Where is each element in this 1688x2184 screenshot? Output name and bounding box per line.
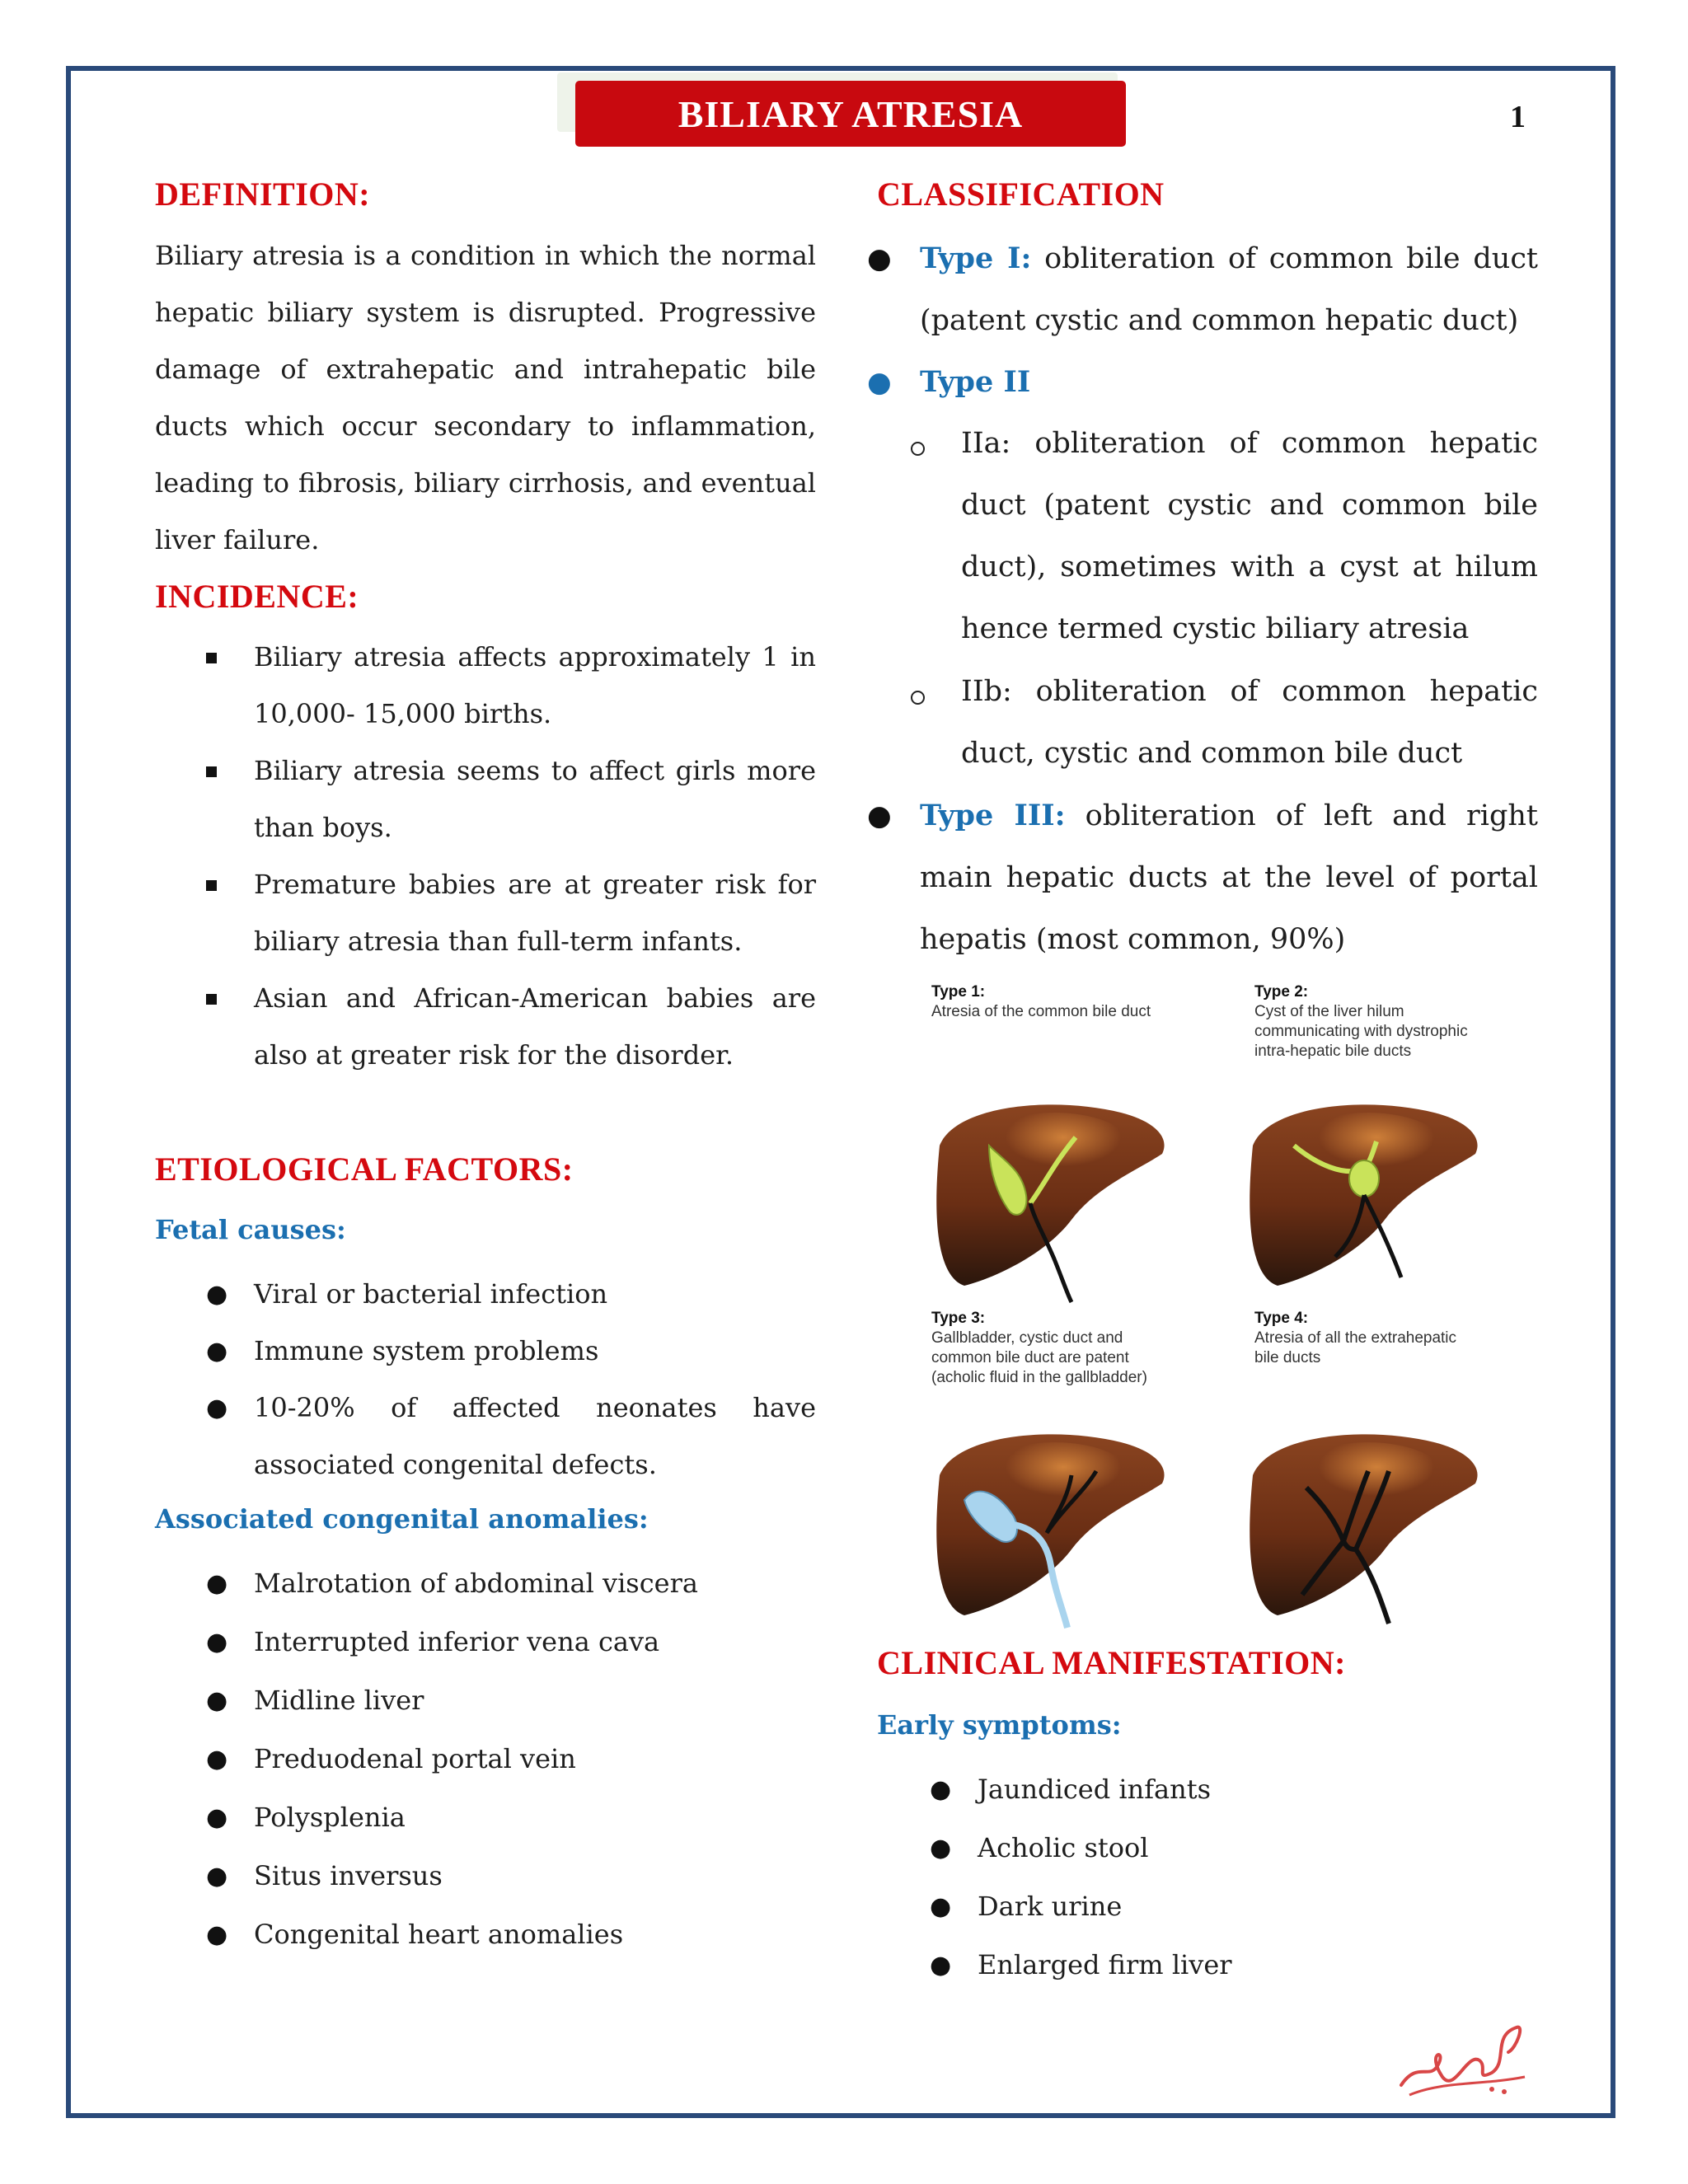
list-item: ● 10-20% of affected neonates have associated congenital defects. (254, 1380, 816, 1493)
diagram-caption-type2: Type 2: Cyst of the liver hilum communicating with dystrophic intra-hepatic bile ducts (1254, 983, 1468, 1060)
list-item: ● Dark urine (978, 1877, 1538, 1936)
bullet-icon: ● (206, 1569, 228, 1598)
bullet-icon: ● (206, 1745, 228, 1774)
diagram-caption-type1: Type 1: Atresia of the common bile duct (931, 983, 1151, 1020)
diagram-caption-type3: Type 3: Gallbladder, cystic duct and common bile duct are patent (acholic fluid in the gallbladder) (931, 1310, 1147, 1386)
list-item: ● Preduodenal portal vein (254, 1730, 816, 1788)
page-title: BILIARY ATRESIA (575, 81, 1126, 147)
type2-item: Type II (920, 365, 1031, 399)
list-item: ● Polysplenia (254, 1788, 816, 1847)
list-item: ● Acholic stool (978, 1819, 1538, 1877)
liver-type3-image (936, 1434, 1164, 1628)
bullet-icon: ● (930, 1892, 952, 1921)
list-item: ● Jaundiced infants (978, 1760, 1538, 1819)
list-item: ● Immune system problems (254, 1323, 816, 1380)
bullet-icon: ● (206, 1920, 228, 1949)
bullet-icon: ● (930, 1834, 952, 1863)
bullet-icon: ● (206, 1686, 228, 1715)
diagram-caption-type4: Type 4: Atresia of all the extrahepatic bile ducts (1254, 1310, 1457, 1366)
liver-illustrations (907, 964, 1541, 1640)
definition-text: Biliary atresia is a condition in which the normal hepatic biliary system is disrupted. Progressive damage of extrahepatic and intrahepatic bile ducts which occur secondary to inflammation, leading to fibrosis, biliary cirrhosis, and eventual liver failure. (155, 240, 816, 555)
circle-bullet-icon (911, 691, 925, 705)
type2b-item: IIb: obliteration of common hepatic duct, cystic and common bile duct (961, 675, 1538, 770)
bullet-icon: ● (867, 366, 892, 399)
bullet-icon: ● (206, 1628, 228, 1657)
bullet-icon: ● (206, 1803, 228, 1832)
liver-type2-image (1250, 1104, 1477, 1286)
early-symptoms-list (930, 1760, 1538, 1994)
type1-item: Type I: obliteration of common bile duct (patent cystic and common hepatic duct) (920, 241, 1538, 337)
list-item: Premature babies are at greater risk for biliary atresia than full-term infants. (254, 856, 816, 970)
liver-type1-image (936, 1104, 1164, 1302)
incidence-heading: INCIDENCE: (155, 578, 359, 615)
bullet-icon: ● (206, 1280, 228, 1309)
fetal-causes-heading: Fetal causes: (155, 1214, 346, 1245)
anomalies-heading: Associated congenital anomalies: (155, 1503, 649, 1535)
biliary-atresia-types-diagram (907, 964, 1541, 1640)
list-item: ● Midline liver (254, 1671, 816, 1730)
list-item: ● Viral or bacterial infection (254, 1266, 816, 1323)
list-item: ● Enlarged firm liver (978, 1936, 1538, 1994)
fetal-causes-list (206, 1266, 816, 1493)
square-bullet-icon (206, 994, 217, 1005)
type3-item: Type III: obliteration of left and right main hepatic ducts at the level of portal hepatis (most common, 90%) (920, 799, 1538, 956)
square-bullet-icon (206, 653, 217, 663)
circle-bullet-icon (911, 442, 925, 456)
anomalies-list (206, 1554, 816, 1964)
bullet-icon: ● (206, 1862, 228, 1891)
list-item: ● Interrupted inferior vena cava (254, 1613, 816, 1671)
page-number: 1 (1510, 100, 1526, 134)
incidence-list (254, 629, 816, 1084)
bullet-icon: ● (206, 1394, 228, 1422)
bullet-icon: ● (930, 1951, 952, 1980)
list-item: ● Situs inversus (254, 1847, 816, 1905)
bullet-icon: ● (930, 1775, 952, 1804)
liver-type4-image (1250, 1434, 1477, 1624)
bullet-icon: ● (206, 1337, 228, 1366)
type2a-item: IIa: obliteration of common hepatic duct (patent cystic and common bile duct), sometimes with a cyst at hilum hence termed cystic biliary atresia (961, 427, 1538, 645)
bullet-icon: ● (867, 799, 892, 832)
classification-heading: CLASSIFICATION (877, 176, 1165, 213)
square-bullet-icon (206, 766, 217, 777)
list-item: Biliary atresia affects approximately 1 in 10,000- 15,000 births. (254, 629, 816, 743)
early-symptoms-heading: Early symptoms: (877, 1709, 1122, 1741)
clinical-heading: CLINICAL MANIFESTATION: (877, 1644, 1346, 1681)
etiology-heading: ETIOLOGICAL FACTORS: (155, 1151, 574, 1188)
list-item: Biliary atresia seems to affect girls more than boys. (254, 743, 816, 856)
author-signature (1393, 2003, 1533, 2102)
definition-heading: DEFINITION: (155, 176, 371, 213)
list-item: Asian and African-American babies are also at greater risk for the disorder. (254, 970, 816, 1084)
bullet-icon: ● (867, 242, 892, 275)
square-bullet-icon (206, 880, 217, 891)
list-item: ● Malrotation of abdominal viscera (254, 1554, 816, 1613)
list-item: ● Congenital heart anomalies (254, 1905, 816, 1964)
